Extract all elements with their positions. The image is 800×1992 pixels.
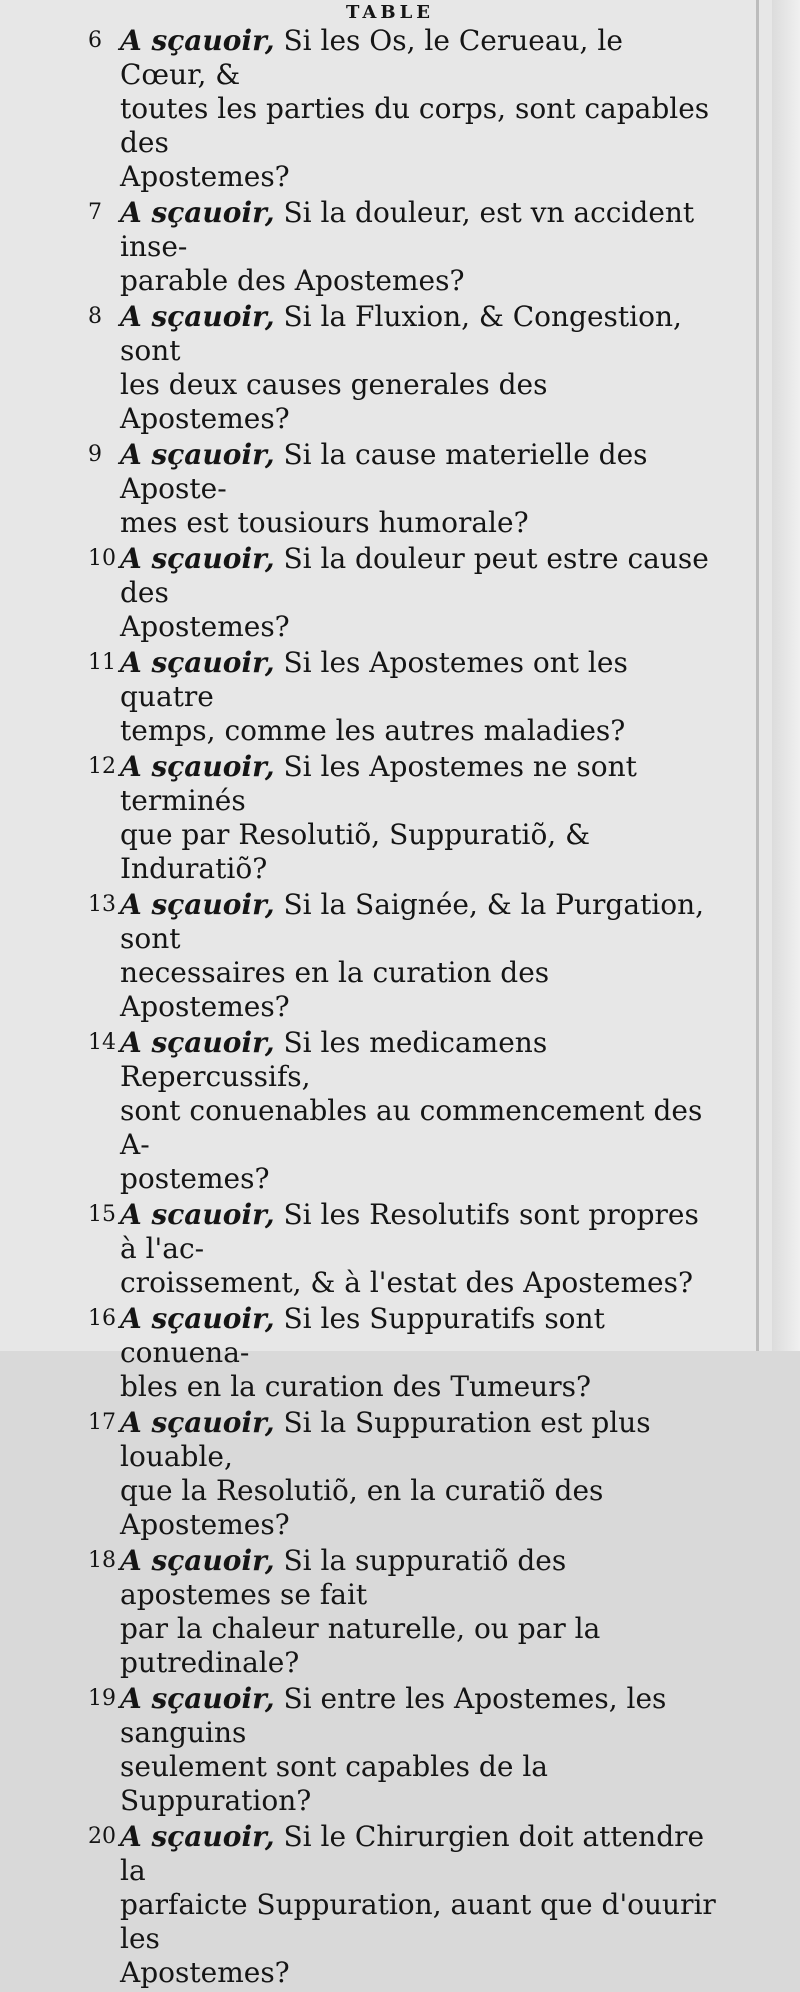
- entry-number: 8: [88, 304, 102, 329]
- table-entry-7: [88, 196, 718, 298]
- entry-line: [120, 1820, 718, 1888]
- entry-number: 18: [88, 1548, 116, 1573]
- entry-number: 15: [88, 1202, 116, 1227]
- table-entry-12: [88, 750, 718, 886]
- table-entry-11: [88, 646, 718, 748]
- entry-text: Si la douleur peut estre cause des: [120, 542, 709, 609]
- table-entry-15: [88, 1198, 718, 1300]
- entry-lead: A sçauoir,: [120, 196, 275, 229]
- entry-lead: A sçauoir,: [120, 1544, 275, 1577]
- entry-text: Si la douleur, est vn accident inse-: [120, 196, 695, 263]
- entry-text: Si les medicamens Repercussifs,: [120, 1026, 548, 1093]
- entry-text: mes est tousiours humorale?: [120, 506, 529, 539]
- entry-line: [120, 610, 718, 644]
- entry-text: temps, comme les autres maladies?: [120, 714, 626, 747]
- entry-lead: A sçauoir,: [120, 24, 275, 57]
- entry-line: [120, 92, 718, 160]
- entry-text: Si le Chirurgien doit attendre la: [120, 1820, 705, 1887]
- entry-line: [120, 506, 718, 540]
- running-header: TABLE: [346, 2, 434, 23]
- entry-line: [120, 1198, 718, 1266]
- entry-text: toutes les parties du corps, sont capables des: [120, 92, 710, 159]
- entry-lead: A sçauoir,: [120, 1406, 275, 1439]
- entry-line: [120, 1612, 718, 1680]
- entry-number: 19: [88, 1686, 116, 1711]
- entry-line: [120, 818, 718, 886]
- entry-text: Si les Apostemes ont les quatre: [120, 646, 628, 713]
- entry-text: Si les Resolutifs sont propres à l'ac-: [120, 1198, 699, 1265]
- entry-text: parfaicte Suppuration, auant que d'ouurir les: [120, 1888, 716, 1955]
- entry-text: Si les Apostemes ne sont terminés: [120, 750, 637, 817]
- entry-text: par la chaleur naturelle, ou par la putredinale?: [120, 1612, 601, 1679]
- table-entry-19: [88, 1682, 718, 1818]
- entry-line: [120, 956, 718, 1024]
- entry-number: 14: [88, 1030, 116, 1055]
- entry-line: [120, 714, 718, 748]
- table-entry-6: [88, 24, 718, 194]
- entry-line: [120, 160, 718, 194]
- entry-number: 17: [88, 1410, 116, 1435]
- entry-text: parable des Apostemes?: [120, 264, 465, 297]
- entry-lead: A sçauoir,: [120, 300, 275, 333]
- entry-line: [120, 1094, 718, 1162]
- entry-text: necessaires en la curation des Apostemes?: [120, 956, 550, 1023]
- entry-text: Si la cause materielle des Aposte-: [120, 438, 648, 505]
- entry-number: 12: [88, 754, 116, 779]
- entry-line: [120, 1026, 718, 1094]
- entry-lead: A sçauoir,: [120, 646, 275, 679]
- table-entry-8: [88, 300, 718, 436]
- entry-number: 11: [88, 650, 116, 675]
- entry-line: [120, 1474, 718, 1542]
- entry-number: 7: [88, 200, 102, 225]
- entry-text: les deux causes generales des Apostemes?: [120, 368, 548, 435]
- entry-lead: A sçauoir,: [120, 750, 275, 783]
- entry-number: 20: [88, 1824, 116, 1849]
- entry-text: croissement, & à l'estat des Apostemes?: [120, 1266, 693, 1299]
- entry-text: Apostemes?: [120, 1956, 290, 1989]
- entry-lead: A sçauoir,: [120, 1682, 275, 1715]
- entry-lead: A sçauoir,: [120, 1820, 275, 1853]
- entry-lead: A sçauoir,: [120, 1302, 275, 1335]
- entry-text: Si les Suppuratifs sont conuena-: [120, 1302, 605, 1369]
- entry-text: Apostemes?: [120, 610, 290, 643]
- page-edge: [772, 0, 800, 1351]
- entry-lead: A sçauoir,: [120, 438, 275, 471]
- entry-text: Si les Os, le Cerueau, le Cœur, &: [120, 24, 623, 91]
- entry-lead: A sçauoir,: [120, 888, 275, 921]
- entry-text: bles en la curation des Tumeurs?: [120, 1370, 591, 1403]
- entry-text: Si entre les Apostemes, les sanguins: [120, 1682, 667, 1749]
- entry-lead: A scauoir,: [120, 1198, 275, 1231]
- entry-line: [120, 1956, 718, 1990]
- table-entry-20: [88, 1820, 718, 1990]
- entry-line: [120, 542, 718, 610]
- entry-number: 16: [88, 1306, 116, 1331]
- entry-line: [120, 1266, 718, 1300]
- entry-lead: A sçauoir,: [120, 1026, 275, 1059]
- table-entries: [88, 24, 718, 1992]
- entry-text: Si la suppuratiõ des apostemes se fait: [120, 1544, 567, 1611]
- entry-text: Apostemes?: [120, 160, 290, 193]
- entry-line: [120, 750, 718, 818]
- table-entry-13: [88, 888, 718, 1024]
- page-gutter-line: [756, 0, 759, 1351]
- entry-line: [120, 1370, 718, 1404]
- entry-number: 13: [88, 892, 116, 917]
- entry-number: 9: [88, 442, 102, 467]
- table-entry-18: [88, 1544, 718, 1680]
- entry-lead: A sçauoir,: [120, 542, 275, 575]
- entry-line: [120, 1162, 718, 1196]
- entry-line: [120, 300, 718, 368]
- entry-line: [120, 888, 718, 956]
- entry-line: [120, 1544, 718, 1612]
- entry-line: [120, 1750, 718, 1818]
- entry-line: [120, 196, 718, 264]
- entry-text: postemes?: [120, 1162, 270, 1195]
- table-entry-10: [88, 542, 718, 644]
- entry-line: [120, 646, 718, 714]
- entry-line: [120, 1888, 718, 1956]
- entry-line: [120, 438, 718, 506]
- entry-line: [120, 1302, 718, 1370]
- entry-text: Si la Fluxion, & Congestion, sont: [120, 300, 682, 367]
- entry-line: [120, 368, 718, 436]
- entry-line: [120, 24, 718, 92]
- table-entry-14: [88, 1026, 718, 1196]
- entry-line: [120, 264, 718, 298]
- entry-number: 6: [88, 28, 102, 53]
- entry-text: Si la Suppuration est plus louable,: [120, 1406, 651, 1473]
- table-entry-9: [88, 438, 718, 540]
- entry-text: Si la Saignée, & la Purgation, sont: [120, 888, 705, 955]
- entry-text: que la Resolutiõ, en la curatiõ des Apostemes?: [120, 1474, 604, 1541]
- entry-number: 10: [88, 546, 116, 571]
- entry-text: que par Resolutiõ, Suppuratiõ, & Induratiõ?: [120, 818, 591, 885]
- entry-line: [120, 1406, 718, 1474]
- table-entry-16: [88, 1302, 718, 1404]
- entry-line: [120, 1682, 718, 1750]
- entry-text: seulement sont capables de la Suppuration?: [120, 1750, 548, 1817]
- table-entry-17: [88, 1406, 718, 1542]
- entry-text: sont conuenables au commencement des A-: [120, 1094, 703, 1161]
